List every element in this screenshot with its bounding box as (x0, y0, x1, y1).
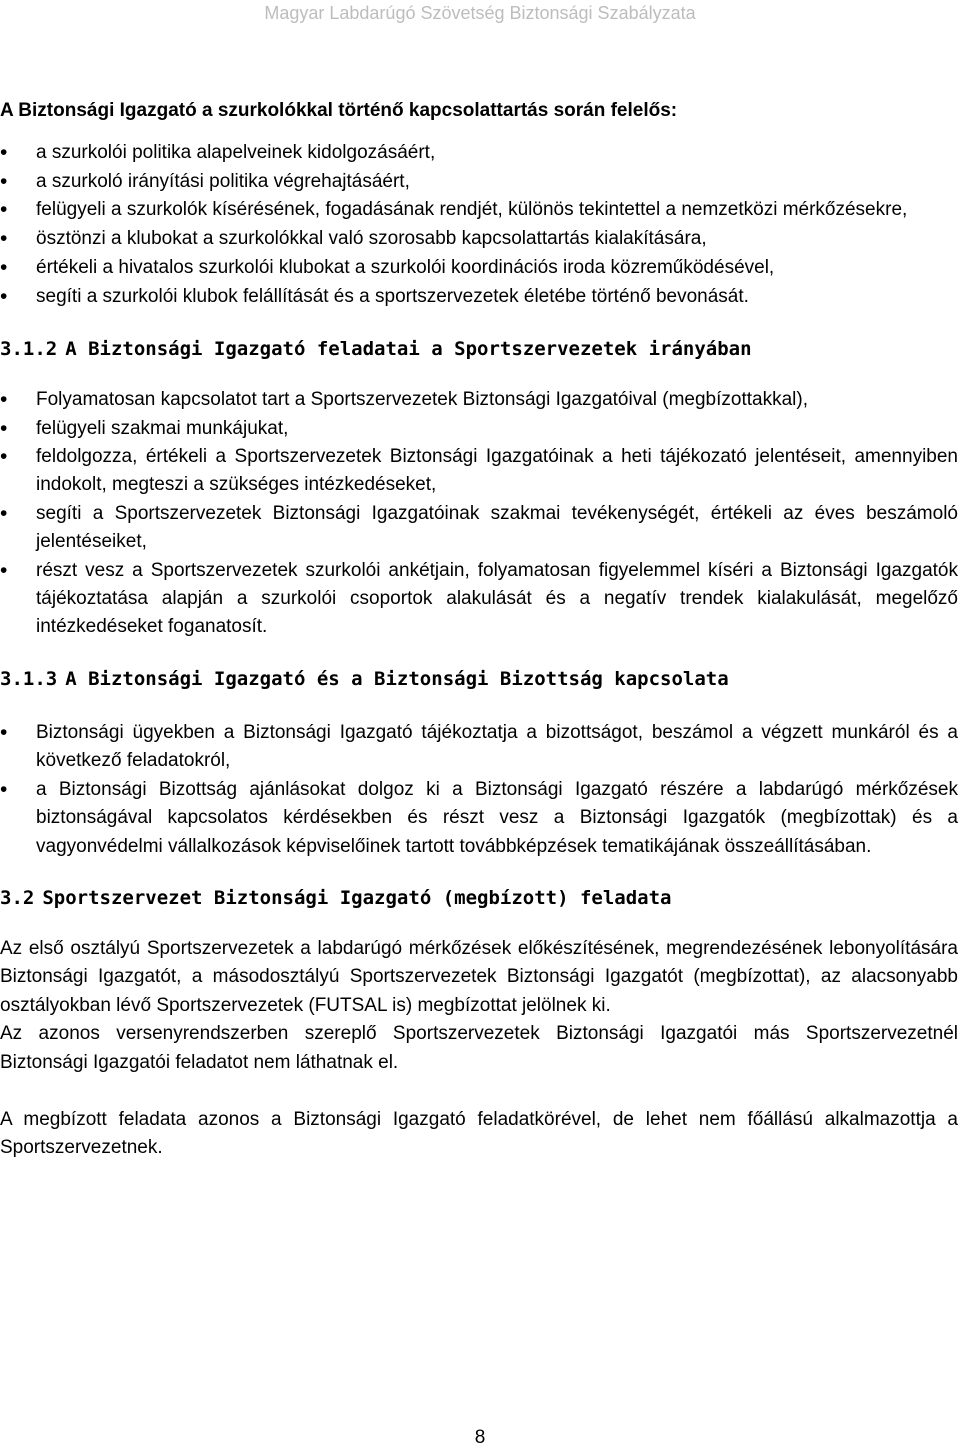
section-heading-3-1-2 (0, 335, 958, 363)
list-item: • részt vesz a Sportszervezetek szurkolói ankétjain, folyamatosan figyelemmel kíséri a Biztonsági Igazgatók tájékoztatása alapján a szurkolói csoportok alakulását és a negatív trendek kialakulását, megelőző intézkedéseket foganatosít. (0, 557, 958, 642)
section-3-1-2-list (0, 386, 958, 642)
list-item: • feldolgozza, értékeli a Sportszervezetek Biztonsági Igazgatóinak a heti tájékozató jelentéseit, amennyiben indokolt, megteszi a szükséges intézkedéseket, (0, 443, 958, 500)
list-item: • Biztonsági ügyekben a Biztonsági Igazgató tájékoztatja a bizottságot, beszámol a végzett munkáról és a következő feladatokról, (0, 719, 958, 776)
section-title: Sportszervezet Biztonsági Igazgató (megbízott) feladata (42, 886, 672, 909)
list-item: • a Biztonsági Bizottság ajánlásokat dolgoz ki a Biztonsági Igazgató részére a labdarúgó mérkőzések biztonságával kapcsolatos kérdésekben és részt vesz a Biztonsági Igazgatók (megbízottak) és a vagyonvédelmi vállalkozások képviselőinek tartott továbbképzések tematikájának összeállításában. (0, 776, 958, 861)
list-item: • segíti a szurkolói klubok felállítását és a sportszervezetek életébe történő bevonását. (0, 283, 958, 312)
list-item: • a szurkolói politika alapelveinek kidolgozásáért, (0, 139, 958, 168)
list-item: • értékeli a hivatalos szurkolói klubokat a szurkolói koordinációs iroda közreműködésével, (0, 254, 958, 283)
document-body (0, 97, 958, 1163)
section-heading-3-2 (0, 884, 958, 912)
section-number: 3.1.2 (0, 338, 58, 361)
intro-list (0, 139, 958, 311)
list-item: • ösztönzi a klubokat a szurkolókkal való szorosabb kapcsolattartás kialakítására, (0, 225, 958, 254)
list-item: • segíti a Sportszervezetek Biztonsági Igazgatóinak szakmai tevékenységét, értékeli az éves beszámoló jelentéseiket, (0, 500, 958, 557)
paragraph: Az azonos versenyrendszerben szereplő Sportszervezetek Biztonsági Igazgatói más Sportszervezetnél Biztonsági Igazgatói feladatot nem láthatnak el. (0, 1023, 958, 1073)
list-item: • Folyamatosan kapcsolatot tart a Sportszervezetek Biztonsági Igazgatóival (megbízottakkal), (0, 386, 958, 414)
intro-heading: A Biztonsági Igazgató a szurkolókkal történő kapcsolattartás során felelős: (0, 100, 678, 121)
list-item: • a szurkoló irányítási politika végrehajtásáért, (0, 168, 958, 197)
section-heading-3-1-3 (0, 665, 958, 693)
section-title: A Biztonsági Igazgató feladatai a Sportszervezetek irányában (65, 338, 752, 361)
running-header: Magyar Labdarúgó Szövetség Biztonsági Szabályzata (264, 3, 696, 23)
paragraph: Az első osztályú Sportszervezetek a labdarúgó mérkőzések előkészítésének, megrendezésének lebonyolítására Biztonsági Igazgatót, a másodosztályú Sportszervezetek Biztonsági Igazgatót (megbízottat), az alacsonyabb osztályokban lévő Sportszervezetek (FUTSAL is) megbízottat jelölnek ki. (0, 937, 958, 1016)
section-title: A Biztonsági Igazgató és a Biztonsági Bizottság kapcsolata (65, 667, 729, 690)
list-item: • felügyeli szakmai munkájukat, (0, 415, 958, 443)
section-number: 3.2 (0, 886, 35, 909)
paragraph: A megbízott feladata azonos a Biztonsági Igazgató feladatkörével, de lehet nem főállású alkalmazottja a Sportszervezetnek. (0, 1108, 958, 1159)
page-number: 8 (474, 1427, 486, 1448)
list-item: • felügyeli a szurkolók kísérésének, fogadásának rendjét, különös tekintettel a nemzetközi mérkőzésekre, (0, 196, 958, 225)
section-3-1-3-list (0, 719, 958, 861)
section-number: 3.1.3 (0, 667, 58, 690)
